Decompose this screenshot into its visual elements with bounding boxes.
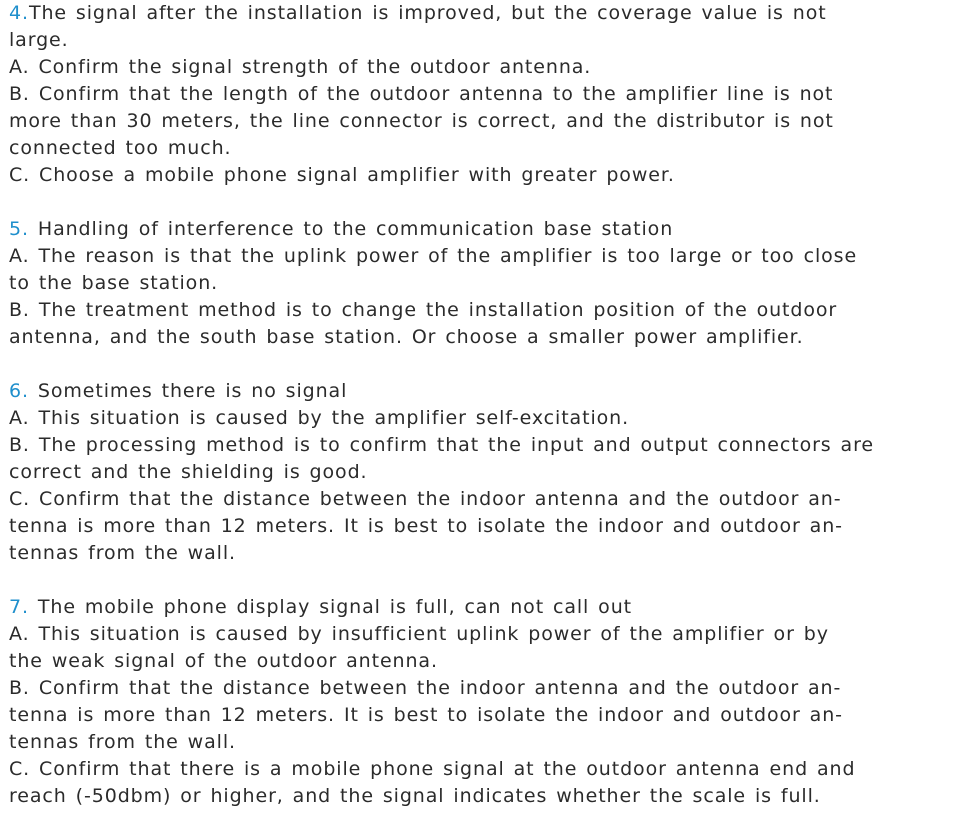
item-5b-cont: antenna, and the south base station. Or choose a smaller power amplifier. (9, 326, 804, 348)
item-7c-cont: reach (-50dbm) or higher, and the signal indicates whether the scale is full. (9, 785, 821, 807)
section-7-heading (9, 594, 632, 621)
item-6b: B. The processing method is to confirm that the input and output connectors are (9, 434, 874, 456)
item-5a-cont: to the base station. (9, 272, 219, 294)
item-4b-cont: connected too much. (9, 137, 232, 159)
section-number: 6. (9, 380, 29, 402)
item-6b-cont: correct and the shielding is good. (9, 461, 368, 483)
section-4-heading (9, 0, 827, 27)
heading-text: Handling of interference to the communication base station (28, 218, 674, 240)
item-6c-cont: tennas from the wall. (9, 542, 236, 564)
item-5b: B. The treatment method is to change the installation position of the outdoor (9, 299, 838, 321)
section-6-heading (9, 378, 347, 405)
heading-text: The mobile phone display signal is full, can not call out (28, 596, 632, 618)
heading-text: The signal after the installation is improved, but the coverage value is not (28, 2, 827, 24)
section-number: 7. (9, 596, 29, 618)
item-6c: C. Confirm that the distance between the indoor antenna and the outdoor an- (9, 488, 842, 510)
item-4b-cont: more than 30 meters, the line connector is correct, and the distributor is not (9, 110, 834, 132)
item-7b-cont: tenna is more than 12 meters. It is best to isolate the indoor and outdoor an- (9, 704, 843, 726)
section-number: 5. (9, 218, 29, 240)
item-5a: A. The reason is that the uplink power of the amplifier is too large or too close (9, 245, 858, 267)
item-4b: B. Confirm that the length of the outdoor antenna to the amplifier line is not (9, 83, 834, 105)
item-4c: C. Choose a mobile phone signal amplifier with greater power. (9, 164, 675, 186)
item-4a: A. Confirm the signal strength of the outdoor antenna. (9, 56, 592, 78)
item-7b: B. Confirm that the distance between the indoor antenna and the outdoor an- (9, 677, 842, 699)
item-7c: C. Confirm that there is a mobile phone signal at the outdoor antenna end and (9, 758, 856, 780)
section-5-heading (9, 216, 673, 243)
item-7a-cont: the weak signal of the outdoor antenna. (9, 650, 438, 672)
item-7b-cont: tennas from the wall. (9, 731, 236, 753)
item-6c-cont: tenna is more than 12 meters. It is best to isolate the indoor and outdoor an- (9, 515, 843, 537)
item-6a: A. This situation is caused by the amplifier self-excitation. (9, 407, 630, 429)
section-4-heading-cont: large. (9, 29, 69, 51)
heading-text: Sometimes there is no signal (28, 380, 348, 402)
section-number: 4. (9, 2, 29, 24)
item-7a: A. This situation is caused by insufficient uplink power of the amplifier or by (9, 623, 829, 645)
